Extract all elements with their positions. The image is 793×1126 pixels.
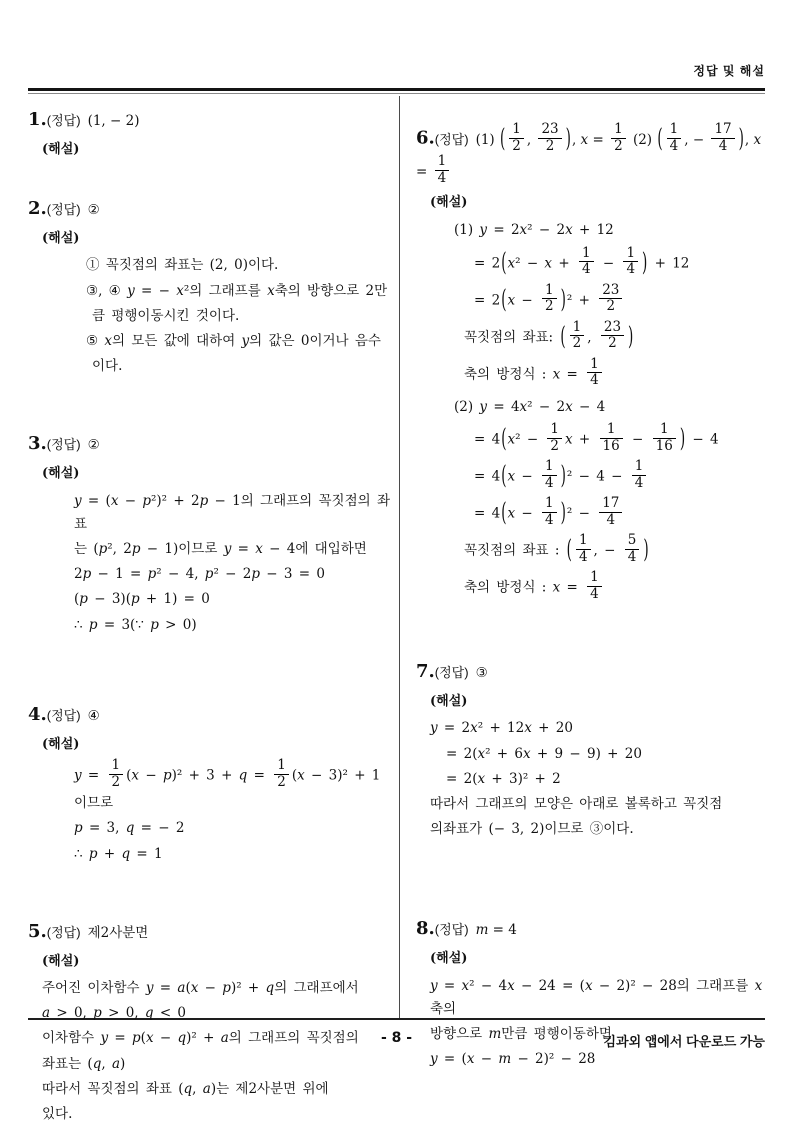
fraction: $\frac{1}{2}$ — [570, 320, 585, 352]
solution-line: y = $\frac{1}{2}$ (x − p)² + 3 + q = $\frac{1}{2}$ (x − 3)² + 1이므로 — [74, 757, 381, 812]
fraction: $\frac{1}{16}$ — [600, 422, 623, 454]
math-var: y — [145, 979, 154, 996]
math-var: y — [241, 332, 250, 349]
header-rule — [28, 88, 765, 94]
math-var: y — [74, 767, 82, 784]
math-var: p — [251, 566, 260, 583]
problem-number: 5. — [28, 920, 47, 942]
answer-label: (정답) — [46, 707, 81, 723]
problem-head — [28, 918, 393, 947]
math-var: m — [475, 922, 489, 939]
solution-line: 있다. — [42, 1105, 73, 1122]
big-paren-close: ) — [679, 424, 686, 455]
solution-line: ③, ④ y = − x²의 그래프를 x축의 방향으로 2만 — [86, 282, 388, 299]
math-var: x — [565, 431, 573, 448]
math-var: p — [88, 616, 98, 633]
big-paren-close: ) — [560, 284, 566, 316]
math-var: x — [477, 770, 486, 787]
problem-number: 7. — [416, 661, 435, 683]
page-number: - 8 - — [380, 1030, 413, 1046]
math-var: a — [42, 1005, 51, 1022]
problem-3 — [28, 430, 393, 636]
math-var: x — [104, 332, 113, 349]
problem-head — [416, 121, 765, 188]
solution-line: = 2(x² − x + $\frac{1}{4}$ − $\frac{1}{4}$ ) + 12 — [416, 248, 765, 280]
fraction: $\frac{23}{2}$ — [538, 122, 561, 154]
math-var: y — [430, 720, 438, 737]
math-var: y — [430, 977, 438, 994]
header-title: 정답 및 해설 — [693, 64, 765, 78]
math-var: x — [507, 292, 516, 309]
math-var: p — [222, 979, 231, 996]
problem-answer: m = 4 — [475, 922, 517, 939]
math-var: p — [199, 492, 209, 509]
problem-number: 6. — [416, 127, 435, 149]
solution-line: 축의 방정식 : x = $\frac{1}{4}$ — [416, 572, 765, 604]
math-var: x — [524, 720, 532, 737]
math-var: x — [255, 541, 263, 557]
fraction: $\frac{1}{4}$ — [623, 246, 638, 278]
problem-answer: ② — [87, 437, 100, 454]
problem-5 — [28, 918, 393, 1126]
math-var: p — [82, 566, 92, 583]
math-var: x — [190, 979, 199, 996]
problem-1 — [28, 106, 393, 161]
fraction: $\frac{1}{2}$ — [542, 283, 557, 315]
big-paren-open: ( — [657, 124, 663, 155]
solution-line: (2) y = 4x² − 2x − 4 — [454, 398, 606, 415]
fraction: $\frac{23}{2}$ — [601, 320, 624, 352]
math-var: x — [507, 468, 516, 485]
math-var: y — [74, 492, 82, 509]
math-var: x — [176, 282, 184, 299]
haesul-label: (해설) — [430, 693, 468, 709]
fraction: $\frac{1}{2}$ — [509, 122, 524, 154]
math-var: p — [98, 541, 108, 557]
problem-head — [416, 658, 765, 687]
math-var: x — [565, 398, 573, 415]
fraction: $\frac{1}{4}$ — [667, 122, 682, 154]
math-var: y — [479, 222, 488, 239]
math-var: q — [92, 1055, 102, 1072]
haesul-label: (해설) — [42, 953, 80, 969]
problem-answer: 제2사분면 — [87, 924, 149, 941]
big-paren-close: ) — [628, 321, 634, 353]
big-paren-close: ) — [565, 124, 571, 155]
big-paren-close: ) — [560, 498, 566, 529]
math-var: x — [753, 131, 762, 148]
problem-4 — [28, 701, 393, 866]
solution-line: (p − 3)(p + 1) = 0 — [74, 591, 210, 608]
solution-line: = 2(x − $\frac{1}{2}$ )² + $\frac{23}{2}$ — [416, 285, 765, 317]
math-var: q — [238, 767, 248, 784]
fraction: $\frac{17}{4}$ — [599, 496, 622, 528]
solution-line: 축의 방정식 : x = $\frac{1}{4}$ — [416, 359, 765, 391]
math-var: q — [265, 979, 275, 996]
fraction: $\frac{1}{2}$ — [611, 122, 626, 154]
math-var: x — [110, 492, 119, 509]
problem-2 — [28, 195, 393, 378]
math-var: x — [466, 1051, 475, 1068]
fraction: $\frac{1}{4}$ — [542, 459, 557, 491]
fraction: $\frac{1}{4}$ — [579, 246, 594, 278]
math-var: x — [754, 977, 763, 994]
solution-line: (1) y = 2x² − 2x + 12 — [454, 222, 614, 239]
solution-line: 따라서 꼭짓점의 좌표 (q, a)는 제2사분면 위에 — [42, 1080, 329, 1097]
math-var: p — [79, 591, 88, 608]
solution-line: 이차함수 y = p(x − q)² + a의 그래프의 꼭짓점의 — [42, 1030, 359, 1047]
problem-6 — [416, 121, 765, 604]
solution-line: 따라서 그래프의 모양은 아래로 볼록하고 꼭짓점 — [430, 795, 723, 812]
math-var: y — [127, 282, 135, 299]
big-paren-open: ( — [501, 461, 507, 492]
big-paren-open: ( — [566, 535, 572, 566]
math-var: x — [580, 131, 589, 148]
fraction: $\frac{5}{4}$ — [625, 533, 640, 565]
fraction: $\frac{1}{4}$ — [576, 533, 591, 565]
math-var: a — [177, 979, 186, 996]
math-var: p — [88, 845, 98, 862]
problem-number: 1. — [28, 109, 47, 130]
big-paren-open: ( — [501, 247, 507, 279]
fraction: $\frac{1}{4}$ — [587, 570, 602, 602]
math-var: q — [144, 1005, 154, 1022]
math-var: y — [430, 1051, 438, 1068]
math-var: y — [223, 541, 232, 557]
problem-answer: (1) ( $\frac{1}{2}$ , $\frac{23}{2}$ ), x = $\frac{1}{2}$ (2) ( $\frac{1}{4}$ , − $\frac{17}{4}$ ), x = $\frac{1}{4}$ — [416, 121, 762, 186]
problem-head — [28, 430, 393, 459]
math-var: a — [220, 1030, 229, 1047]
haesul-label: (해설) — [42, 736, 80, 752]
math-var: m — [498, 1051, 512, 1068]
answer-label: (정답) — [46, 113, 81, 128]
math-var: x — [461, 977, 470, 994]
fraction: $\frac{1}{4}$ — [542, 496, 557, 528]
solution-line: 방향으로 m만큼 평행이동하면 — [430, 1025, 612, 1042]
solution-line: = 4(x − $\frac{1}{4}$ )² − $\frac{17}{4}$ — [416, 498, 765, 530]
solution-line: = 4(x² − $\frac{1}{2}$ x + $\frac{1}{16}$ − $\frac{1}{16}$ ) − 4 — [416, 424, 765, 456]
math-var: x — [584, 977, 593, 994]
math-var: a — [202, 1080, 211, 1097]
fraction: $\frac{1}{2}$ — [274, 758, 289, 790]
math-var: m — [488, 1025, 502, 1042]
problem-answer: ③ — [475, 665, 488, 682]
problem-answer: ④ — [87, 707, 100, 724]
answer-label: (정답) — [434, 922, 469, 938]
solution-line: 이다. — [92, 358, 123, 375]
math-var: x — [131, 767, 140, 784]
math-var: x — [507, 977, 515, 994]
big-paren-close: ) — [738, 124, 744, 155]
math-var: p — [130, 591, 140, 608]
math-var: x — [523, 745, 531, 762]
math-var: p — [147, 566, 157, 583]
problem-number: 3. — [28, 433, 47, 455]
answer-label: (정답) — [46, 924, 81, 940]
big-paren-open: ( — [500, 124, 506, 155]
answer-label: (정답) — [46, 202, 81, 218]
problem-7 — [416, 658, 765, 841]
solution-line: ⑤ x의 모든 값에 대하여 y의 값은 0이거나 음수 — [86, 332, 381, 349]
big-paren-close: ) — [560, 461, 566, 492]
haesul-label: (해설) — [430, 951, 468, 967]
solution-line: p = 3, q = − 2 — [74, 820, 185, 837]
fraction: $\frac{1}{4}$ — [587, 357, 602, 389]
fraction: $\frac{17}{4}$ — [711, 122, 734, 154]
problem-head — [416, 915, 765, 944]
problem-number: 8. — [416, 918, 435, 940]
math-var: p — [150, 616, 159, 633]
solution-line: ① 꼭짓점의 좌표는 (2, 0)이다. — [86, 257, 279, 274]
math-var: x — [470, 720, 478, 737]
solution-line: = 4(x − $\frac{1}{4}$ )² − 4 − $\frac{1}{4}$ — [416, 461, 765, 493]
solution-line: 좌표는 (q, a) — [42, 1055, 126, 1072]
answer-label: (정답) — [434, 131, 469, 147]
solution-line: 꼭짓점의 좌표: ( $\frac{1}{2}$ , $\frac{23}{2}$ ) — [416, 322, 765, 354]
math-var: q — [125, 820, 135, 837]
math-var: x — [507, 255, 516, 272]
solution-line: 의좌표가 (− 3, 2)이므로 ③이다. — [430, 821, 634, 838]
solution-line: = 2(x² + 6x + 9 − 9) + 20 — [446, 745, 642, 762]
math-var: x — [552, 366, 561, 383]
problem-head — [28, 195, 393, 224]
problem-answer: ② — [87, 202, 100, 219]
problem-head — [28, 106, 393, 135]
page-footer — [28, 1030, 765, 1056]
big-paren-open: ( — [560, 321, 566, 353]
solution-line: y = x² − 4x − 24 = (x − 2)² − 28의 그래프를 x축의 — [430, 977, 763, 1017]
math-var: y — [479, 398, 488, 415]
math-var: x — [565, 222, 573, 239]
problem-number: 4. — [28, 703, 47, 725]
solution-line: y = (x − p²)² + 2p − 1의 그래프의 꼭짓점의 좌표 — [74, 492, 391, 532]
fraction: $\frac{23}{2}$ — [599, 283, 622, 315]
problem-head — [28, 701, 393, 730]
footer-note: 김과외 앱에서 다운로드 가능 — [603, 1034, 765, 1049]
fraction: $\frac{1}{2}$ — [547, 422, 562, 454]
math-var: q — [121, 845, 131, 862]
math-var: x — [267, 282, 275, 299]
solution-line: y = (x − m − 2)² − 28 — [430, 1051, 596, 1068]
math-var: x — [544, 255, 553, 272]
math-var: x — [519, 398, 528, 415]
solution-line: y = 2x² + 12x + 20 — [430, 720, 573, 737]
solution-line: ∴ p = 3(∵ p > 0) — [74, 616, 197, 633]
math-var: q — [177, 1030, 187, 1047]
page-header — [28, 0, 765, 79]
math-var: p — [93, 1005, 102, 1022]
math-var: p — [142, 492, 151, 509]
solution-line: = 2(x + 3)² + 2 — [446, 770, 561, 787]
solution-line: 주어진 이차함수 y = a(x − p)² + q의 그래프에서 — [42, 979, 359, 996]
solution-line: a > 0, p > 0, q < 0 — [42, 1005, 187, 1022]
big-paren-close: ) — [642, 247, 648, 279]
solution-line: 는 (p², 2p − 1)이므로 y = x − 4에 대입하면 — [74, 541, 367, 557]
haesul-label: (해설) — [42, 466, 80, 482]
big-paren-open: ( — [501, 498, 507, 529]
solution-line: ∴ p + q = 1 — [74, 845, 163, 862]
problem-number: 2. — [28, 198, 47, 220]
fraction: $\frac{1}{4}$ — [435, 154, 450, 186]
math-var: y — [100, 1030, 109, 1047]
solution-line: 꼭짓점의 좌표 : ( $\frac{1}{4}$ , − $\frac{5}{4}$ ) — [416, 535, 765, 567]
fraction: $\frac{1}{2}$ — [109, 758, 124, 790]
answer-label: (정답) — [434, 665, 469, 681]
haesul-label: (해설) — [430, 195, 468, 211]
math-var: p — [74, 820, 83, 837]
math-var: x — [477, 745, 486, 762]
math-var: x — [507, 505, 516, 522]
problem-answer: (1, − 2) — [87, 113, 140, 129]
math-var: x — [507, 431, 516, 448]
math-var: p — [131, 541, 141, 557]
fraction: $\frac{1}{16}$ — [653, 422, 676, 454]
solution-line: 2p − 1 = p² − 4, p² − 2p − 3 = 0 — [74, 566, 325, 583]
solution-line: 큼 평행이동시킨 것이다. — [92, 307, 240, 324]
math-var: a — [111, 1055, 120, 1072]
answer-label: (정답) — [46, 437, 81, 453]
haesul-label: (해설) — [42, 141, 80, 157]
left-column — [28, 96, 399, 1122]
math-var: x — [519, 222, 528, 239]
big-paren-open: ( — [501, 284, 507, 316]
haesul-label: (해설) — [42, 230, 80, 246]
math-var: x — [297, 767, 305, 784]
math-var: p — [132, 1030, 141, 1047]
big-paren-open: ( — [501, 424, 507, 455]
math-var: x — [145, 1030, 154, 1047]
math-var: x — [552, 579, 561, 596]
fraction: $\frac{1}{4}$ — [632, 459, 647, 491]
math-var: q — [183, 1080, 193, 1097]
math-var: p — [204, 566, 214, 583]
math-var: p — [162, 767, 172, 784]
big-paren-close: ) — [643, 535, 649, 566]
